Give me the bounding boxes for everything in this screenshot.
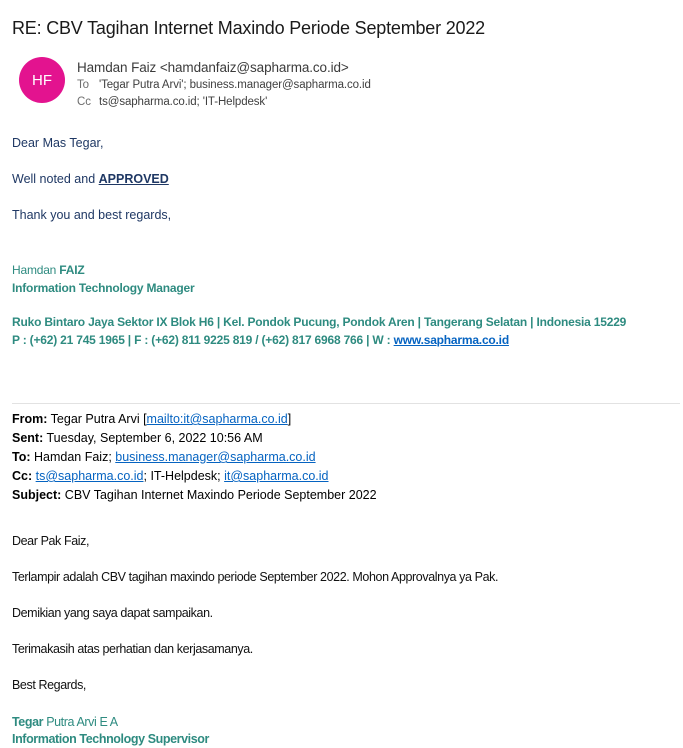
quoted-greeting: Dear Pak Faiz, (12, 534, 90, 548)
signature-address: Ruko Bintaro Jaya Sektor IX Blok H6 | Kel. Pondok Pucung, Pondok Aren | Tangerang Selatan | Indonesia 15229 (12, 315, 627, 329)
quoted-to-name: Hamdan Faiz; (30, 450, 116, 464)
quoted-cc-line (12, 467, 683, 486)
sender-avatar[interactable]: HF (19, 57, 65, 103)
signature-contact-block (12, 313, 683, 349)
reply-message-body (12, 137, 683, 222)
quoted-sent-line (12, 429, 683, 448)
cc-label: Cc (77, 96, 91, 108)
signature-phone-numbers: P : (+62) 21 745 1965 | F : (+62) 811 9225 819 / (+62) 817 6968 766 | W : (12, 333, 394, 347)
cc-recipients-line (77, 94, 371, 111)
quoted-sent-value: Tuesday, September 6, 2022 10:56 AM (43, 431, 263, 445)
to-label: To (77, 79, 89, 91)
email-reading-pane (0, 17, 683, 746)
quoted-from-bracket: ] (287, 412, 292, 426)
header-meta (77, 57, 371, 111)
sender-name-email[interactable]: Hamdan Faiz <hamdanfaiz@sapharma.co.id> (77, 60, 349, 75)
reply-closing: Thank you and best regards, (12, 208, 172, 222)
signature-job-title: Information Technology Manager (12, 281, 195, 295)
signature-last-name: FAIZ (59, 263, 85, 277)
approval-prefix: Well noted and (12, 172, 99, 186)
quoted-to-email-link[interactable]: business.manager@sapharma.co.id (115, 450, 316, 464)
email-header (19, 57, 683, 111)
quoted-email-header (12, 410, 683, 505)
quoted-cc-email-link-1[interactable]: ts@sapharma.co.id (35, 469, 144, 483)
quoted-paragraph-1: Terlampir adalah CBV tagihan maxindo periode September 2022. Mohon Approvalnya ya Pak. (12, 570, 499, 584)
quoted-from-name: Tegar Putra Arvi [ (47, 412, 147, 426)
signature-name (12, 261, 683, 279)
quoted-from-mailto-link[interactable]: mailto:it@sapharma.co.id (146, 412, 288, 426)
quoted-signature-job-title: Information Technology Supervisor (12, 732, 210, 746)
reply-greeting: Dear Mas Tegar, (12, 136, 104, 150)
signature-website-link[interactable]: www.sapharma.co.id (393, 333, 509, 347)
quoted-from-line (12, 410, 683, 429)
quoted-to-label: To: (12, 450, 31, 464)
quoted-from-label: From: (12, 412, 48, 426)
to-recipients[interactable]: 'Tegar Putra Arvi'; business.manager@sapharma.co.id (99, 79, 371, 91)
quoted-cc-email-link-2[interactable]: it@sapharma.co.id (224, 469, 329, 483)
sender-signature-block (12, 261, 683, 349)
quoted-subject-line (12, 486, 683, 505)
quoted-signature-name (12, 714, 683, 731)
quoted-paragraph-3: Terimakasih atas perhatian dan kerjasamanya. (12, 642, 253, 656)
quoted-closing: Best Regards, (12, 678, 87, 692)
quoted-subject-value: CBV Tagihan Internet Maxindo Periode September 2022 (61, 488, 377, 502)
quoted-signature-rest-name: Putra Arvi E A (43, 715, 118, 729)
signature-first-name: Hamdan (12, 263, 60, 277)
email-subject: RE: CBV Tagihan Internet Maxindo Periode September 2022 (12, 18, 485, 38)
approved-word: APPROVED (98, 172, 169, 186)
quoted-cc-label: Cc: (12, 469, 33, 483)
quoted-paragraph-2: Demikian yang saya dapat sampaikan. (12, 606, 213, 620)
quoted-sent-label: Sent: (12, 431, 44, 445)
quoted-cc-middle: ; IT-Helpdesk; (143, 469, 225, 483)
quoted-signature-first-name: Tegar (12, 715, 44, 729)
cc-recipients[interactable]: ts@sapharma.co.id; 'IT-Helpdesk' (99, 96, 268, 108)
quoted-message-body (12, 534, 683, 748)
reply-approval-line (12, 173, 683, 186)
signature-phone-line (12, 331, 683, 349)
quoted-subject-label: Subject: (12, 488, 62, 502)
quoted-to-line (12, 448, 683, 467)
quoted-email-divider (12, 403, 680, 404)
to-recipients-line (77, 77, 371, 94)
